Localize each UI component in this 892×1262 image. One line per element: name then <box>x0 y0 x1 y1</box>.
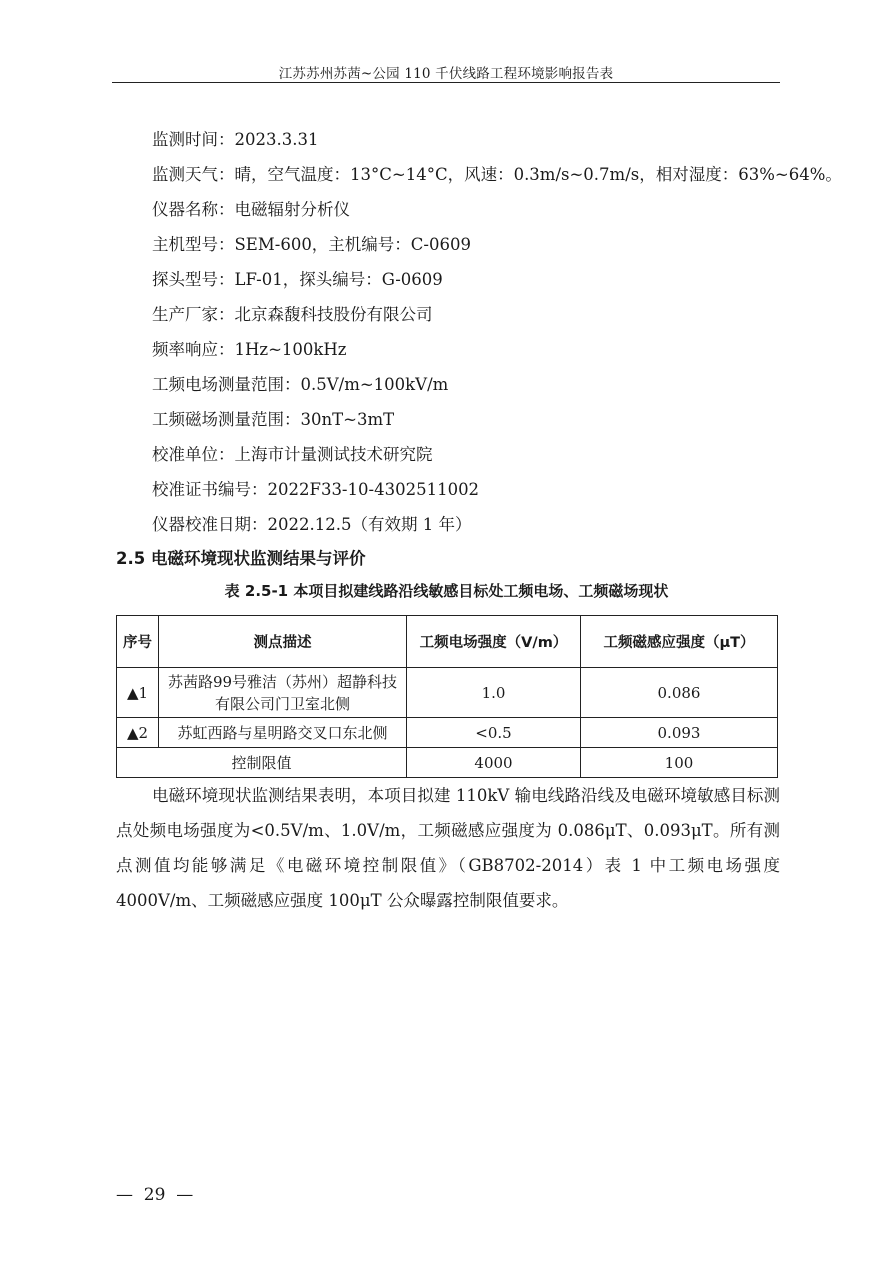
cell-point-description: 苏茜路99号雅洁（苏州）超静科技有限公司门卫室北侧 <box>159 668 407 718</box>
page-number: — 29 — <box>116 1185 194 1205</box>
header-point-description: 测点描述 <box>159 616 407 668</box>
info-weather: 监测天气：晴，空气温度：13°C~14°C，风速：0.3m/s~0.7m/s，相对湿度：63%~64%。 <box>152 165 842 184</box>
table-row <box>117 668 778 718</box>
cell-limit-label: 控制限值 <box>117 748 407 778</box>
cell-serial-no: ▲1 <box>117 668 159 718</box>
cell-e-field: <0.5 <box>407 718 581 748</box>
cell-limit-b-field: 100 <box>581 748 778 778</box>
cell-b-field: 0.086 <box>581 668 778 718</box>
cell-point-description: 苏虹西路与星明路交叉口东北侧 <box>159 718 407 748</box>
info-calibration-cert: 校准证书编号：2022F33-10-4302511002 <box>152 480 480 499</box>
cell-b-field: 0.093 <box>581 718 778 748</box>
info-manufacturer: 生产厂家：北京森馥科技股份有限公司 <box>152 305 433 324</box>
page-header-title: 江苏苏州苏茜~公园 110 千伏线路工程环境影响报告表 <box>278 66 614 82</box>
info-calibration-unit: 校准单位：上海市计量测试技术研究院 <box>152 445 433 464</box>
cell-limit-e-field: 4000 <box>407 748 581 778</box>
header-serial-no: 序号 <box>117 616 159 668</box>
header-e-field: 工频电场强度（V/m） <box>407 616 581 668</box>
conclusion-paragraph: 电磁环境现状监测结果表明，本项目拟建 110kV 输电线路沿线及电磁环境敏感目标测点处频电场强度为<0.5V/m、1.0V/m，工频磁感应强度为 0.086μT、0.093μT。所有测点测值均能够满足《电磁环境控制限值》（GB8702-2014）表 1 中工频电场强度 4000V/m、工频磁感应强度 100μT 公众曝露控制限值要求。 <box>116 786 780 910</box>
section-heading: 2.5 电磁环境现状监测结果与评价 <box>116 549 366 568</box>
monitoring-info-list <box>152 126 842 546</box>
info-b-field-range: 工频磁场测量范围：30nT~3mT <box>152 410 395 429</box>
header-b-field: 工频磁感应强度（μT） <box>581 616 778 668</box>
info-frequency-response: 频率响应：1Hz~100kHz <box>152 340 347 359</box>
header-divider <box>112 82 780 83</box>
cell-e-field: 1.0 <box>407 668 581 718</box>
table-caption: 表 2.5-1 本项目拟建线路沿线敏感目标处工频电场、工频磁场现状 <box>224 582 669 600</box>
table-limit-row <box>117 748 778 778</box>
table-header-row <box>117 616 778 668</box>
info-probe-model: 探头型号：LF-01，探头编号：G-0609 <box>152 270 443 289</box>
info-instrument-name: 仪器名称：电磁辐射分析仪 <box>152 200 350 219</box>
table-row <box>117 718 778 748</box>
info-calibration-date: 仪器校准日期：2022.12.5（有效期 1 年） <box>152 515 472 534</box>
info-monitoring-time: 监测时间：2023.3.31 <box>152 130 319 149</box>
info-host-model: 主机型号：SEM-600，主机编号：C-0609 <box>152 235 472 254</box>
monitoring-results-table <box>116 615 778 778</box>
cell-serial-no: ▲2 <box>117 718 159 748</box>
info-e-field-range: 工频电场测量范围：0.5V/m~100kV/m <box>152 375 449 394</box>
